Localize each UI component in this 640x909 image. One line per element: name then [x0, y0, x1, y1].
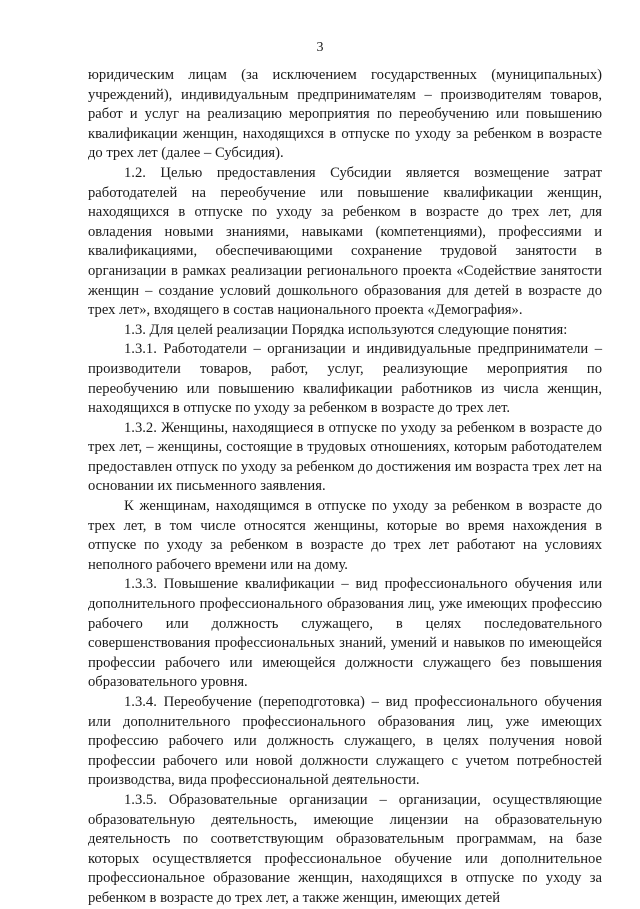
paragraph-1-3-3-qualification: 1.3.3. Повышение квалификации – вид профессионального обучения или дополнительного профессионального образования лиц, уже имеющих профессию рабочего или должность служащего, в целях последовательного совершенствования профессиональных знаний, умений и навыков по имеющейся профессии рабочего или имеющейся должности служащего без повышения образовательного уровня. [88, 576, 602, 691]
document-body [88, 66, 602, 909]
paragraph-1-3-4-retraining: 1.3.4. Переобучение (переподготовка) – вид профессионального обучения или дополнительного профессионального образования лиц, уже имеющих профессию рабочего или должность служащего, в целях получения новой профессии рабочего или новой должности служащего с учетом потребностей производства, вида профессиональной деятельности. [88, 694, 602, 789]
paragraph-1-2-goal: 1.2. Целью предоставления Субсидии является возмещение затрат работодателей на переобучение или повышение квалификации женщин, находящихся в отпуске по уходу за ребенком в возрасте до трех лет, для овладения новыми знаниями, навыками (компетенциями), профессиями и квалификациями, обеспечивающими сохранение трудовой занятости в организации в рамках реализации регионального проекта «Содействие занятости женщин – создание условий дошкольного образования для детей в возрасте до трех лет», входящего в состав национального проекта «Демография». [88, 164, 602, 319]
paragraph-subsidy-recipients: юридическим лицам (за исключением государственных (муниципальных) учреждений), индивидуальным предпринимателям – производителям товаров, работ и услуг на реализацию мероприятия по переобучению или повышению квалификации женщин, находящихся в отпуске по уходу за ребенком в возрасте до трех лет (далее – Субсидия). [88, 67, 602, 162]
page-number: 3 [316, 40, 324, 55]
paragraph-1-3-terms: 1.3. Для целей реализации Порядка используются следующие понятия: [124, 321, 568, 338]
paragraph-1-3-1-employers: 1.3.1. Работодатели – организации и индивидуальные предприниматели – производители товаров, работ, услуг, реализующие мероприятия по переобучению или повышению квалификации работников из числа женщин, находящихся в отпуске по уходу за ребенком в возрасте до трех лет. [88, 341, 602, 417]
paragraph-1-3-5-educational-organizations: 1.3.5. Образовательные организации – организации, осуществляющие образовательную деятельность, имеющие лицензии на образовательную деятельность по соответствующим образовательным программам, на базе которых осуществляется профессиональное обучение или дополнительное профессиональное образование женщин, находящихся в отпуске по уходу за ребенком в возрасте до трех лет, а также женщин, имеющих детей [88, 791, 602, 906]
paragraph-1-3-2-women: 1.3.2. Женщины, находящиеся в отпуске по уходу за ребенком в возрасте до трех лет, – женщины, состоящие в трудовых отношениях, которым работодателем предоставлен отпуск по уходу за ребенком до достижения им возраста трех лет на основании их письменного заявления. [88, 419, 602, 495]
paragraph-women-part-time: К женщинам, находящимся в отпуске по уходу за ребенком в возрасте до трех лет, в том числе относятся женщины, которые во время нахождения в отпуске по уходу за ребенком в возрасте до трех лет работают на условиях неполного рабочего времени или на дому. [88, 498, 602, 573]
